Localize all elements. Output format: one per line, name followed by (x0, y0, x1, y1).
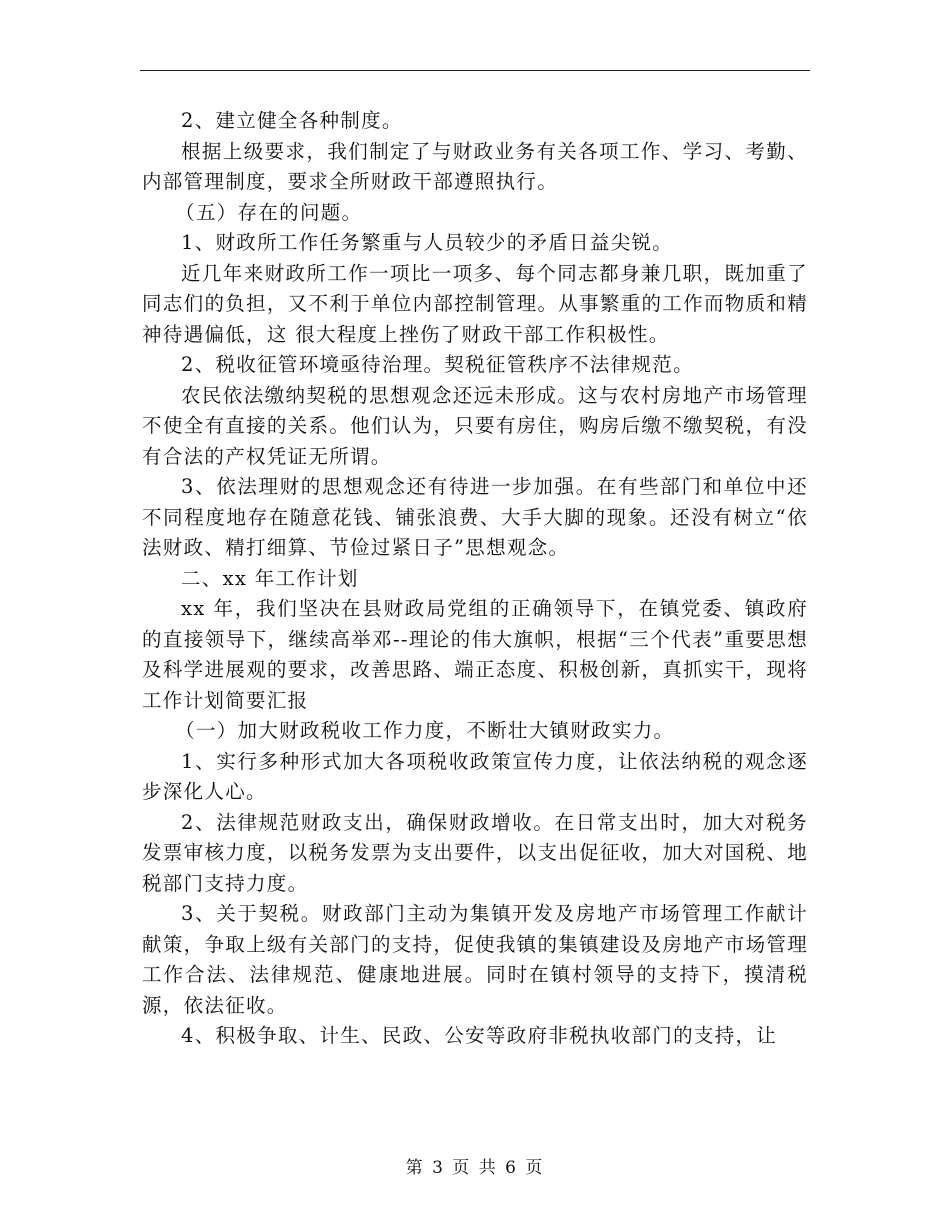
paragraph: 2、税收征管环境亟待治理。契税征管秩序不法律规范。 (181, 353, 694, 376)
paragraph: 根据上级要求，我们制定了与财政业务有关各项工作、学习、考勤、内部管理制度，要求全所财政干部遵照执行。 (142, 139, 808, 193)
paragraph: 2、法律规范财政支出，确保财政增收。在日常支出时，加大对税务发票审核力度，以税务发票为支出要件，以支出促征收，加大对国税、地税部门支持力度。 (142, 810, 808, 895)
document-body (142, 106, 808, 1052)
paragraph: xx 年，我们坚决在县财政局党组的正确领导下，在镇党委、镇政府的直接领导下，继续高举邓--理论的伟大旗帜，根据“三个代表”重要思想及科学进展观的要求，改善思路、端正态度、积极创新，真抓实干，现将工作计划简要汇报 (142, 597, 808, 712)
section-heading: 二、xx 年工作计划 (181, 566, 359, 590)
paragraph: 近几年来财政所工作一项比一项多、每个同志都身兼几职，既加重了同志们的负担，又不利于单位内部控制管理。从事繁重的工作而物质和精神待遇偏低，这 很大程度上挫伤了财政干部工作积极性。 (142, 261, 808, 346)
section-heading: （一）加大财政税收工作力度，不断壮大镇财政实力。 (175, 719, 675, 742)
section-heading: （五）存在的问题。 (175, 200, 363, 224)
paragraph: 3、关于契税。财政部门主动为集镇开发及房地产市场管理工作献计献策，争取上级有关部门的支持，促使我镇的集镇建设及房地产市场管理工作合法、法律规范、健康地进展。同时在镇村领导的支持下，摸清税源，依法征收。 (142, 902, 808, 1017)
paragraph: 农民依法缴纳契税的思想观念还远未形成。这与农村房地产市场管理不使全有直接的关系。他们认为，只要有房住，购房后缴不缴契税，有没有合法的产权凭证无所谓。 (142, 383, 808, 468)
paragraph: 1、财政所工作任务繁重与人员较少的矛盾日益尖锐。 (181, 231, 674, 254)
paragraph: 3、依法理财的思想观念还有待进一步加强。在有些部门和单位中还不同程度地存在随意花钱、铺张浪费、大手大脚的现象。还没有树立“依法财政、精打细算、节俭过紧日子”思想观念。 (142, 475, 808, 559)
paragraph: 2、建立健全各种制度。 (181, 109, 403, 132)
paragraph: 4、积极争取、计生、民政、公安等政府非税执收部门的支持，让 (181, 1024, 778, 1047)
page-number: 第 3 页 共 6 页 (405, 1158, 545, 1178)
paragraph: 1、实行多种形式加大各项税收政策宣传力度，让依法纳税的观念逐步深化人心。 (142, 749, 808, 803)
header-rule (140, 70, 810, 71)
